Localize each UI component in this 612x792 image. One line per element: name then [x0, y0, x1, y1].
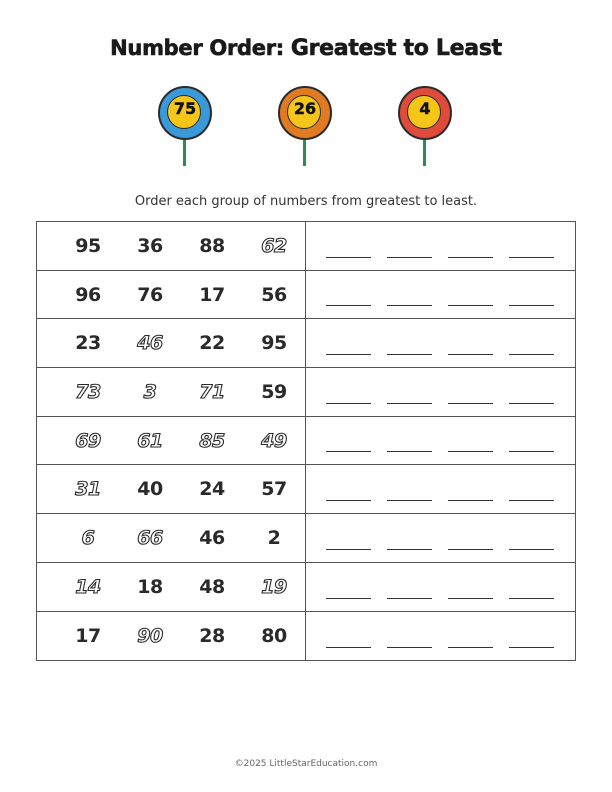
answer-blank[interactable]	[509, 598, 554, 599]
table-row	[37, 514, 575, 563]
number-value: 61	[137, 429, 163, 452]
answer-blank[interactable]	[448, 549, 493, 550]
answer-blank[interactable]	[326, 647, 371, 648]
number-value: 19	[261, 575, 287, 598]
number-value: 76	[137, 283, 163, 306]
answer-blank[interactable]	[326, 257, 371, 258]
table-row	[37, 563, 575, 612]
number-value: 3	[143, 380, 157, 403]
lollipop-3	[398, 86, 452, 166]
number-value: 62	[261, 234, 287, 257]
answer-blank[interactable]	[509, 403, 554, 404]
answer-blank[interactable]	[448, 500, 493, 501]
answer-blank[interactable]	[387, 403, 432, 404]
number-value: 69	[75, 429, 101, 452]
number-group	[37, 222, 306, 270]
number-group	[37, 465, 306, 513]
number-value: 23	[75, 332, 101, 355]
number-value: 88	[199, 234, 225, 257]
answer-blank[interactable]	[509, 451, 554, 452]
number-value: 48	[199, 575, 225, 598]
number-value: 95	[261, 332, 287, 355]
title-part-1: Number Order:	[110, 36, 291, 60]
answer-blank[interactable]	[326, 451, 371, 452]
answer-blank[interactable]	[326, 354, 371, 355]
answer-blank[interactable]	[387, 647, 432, 648]
answer-area	[306, 612, 575, 661]
answer-blank[interactable]	[387, 549, 432, 550]
number-value: 36	[137, 234, 163, 257]
table-row	[37, 319, 575, 368]
answer-blank[interactable]	[509, 354, 554, 355]
answer-blank[interactable]	[387, 451, 432, 452]
answer-blank[interactable]	[326, 500, 371, 501]
number-value: 80	[261, 624, 287, 647]
answer-area	[306, 563, 575, 611]
number-value: 90	[137, 624, 163, 647]
number-value: 46	[137, 332, 163, 355]
answer-blank[interactable]	[448, 598, 493, 599]
lollipop-number: 26	[293, 99, 317, 118]
number-value: 6	[81, 526, 95, 549]
number-value: 17	[199, 283, 225, 306]
answer-blank[interactable]	[387, 305, 432, 306]
number-value: 59	[261, 380, 287, 403]
worksheet-table	[36, 221, 576, 661]
answer-blank[interactable]	[326, 598, 371, 599]
answer-blank[interactable]	[509, 647, 554, 648]
number-value: 49	[261, 429, 287, 452]
lollipop-stick	[303, 140, 306, 166]
number-value: 31	[75, 478, 101, 501]
table-row	[37, 368, 575, 417]
title-part-2: Greatest to Least	[290, 36, 502, 61]
number-value: 28	[199, 624, 225, 647]
table-row	[37, 417, 575, 466]
lollipop-number: 75	[173, 99, 197, 118]
table-row	[37, 465, 575, 514]
table-row	[37, 222, 575, 271]
lollipop-stick	[423, 140, 426, 166]
answer-area	[306, 417, 575, 465]
number-value: 85	[199, 429, 225, 452]
answer-blank[interactable]	[448, 403, 493, 404]
answer-blank[interactable]	[387, 500, 432, 501]
number-value: 73	[75, 380, 101, 403]
answer-blank[interactable]	[509, 500, 554, 501]
table-row	[37, 612, 575, 661]
number-value: 57	[261, 478, 287, 501]
number-value: 22	[199, 332, 225, 355]
number-value: 17	[75, 624, 101, 647]
answer-blank[interactable]	[509, 257, 554, 258]
answer-blank[interactable]	[509, 549, 554, 550]
number-value: 95	[75, 234, 101, 257]
answer-blank[interactable]	[387, 598, 432, 599]
number-value: 71	[199, 380, 225, 403]
lollipop-stick	[183, 140, 186, 166]
number-group	[37, 612, 306, 661]
answer-blank[interactable]	[387, 257, 432, 258]
lollipop-1	[158, 86, 212, 166]
number-group	[37, 514, 306, 562]
number-value: 40	[137, 478, 163, 501]
answer-blank[interactable]	[326, 549, 371, 550]
table-row	[37, 271, 575, 320]
number-value: 18	[137, 575, 163, 598]
number-value: 24	[199, 478, 225, 501]
answer-area	[306, 319, 575, 367]
answer-area	[306, 271, 575, 319]
answer-area	[306, 465, 575, 513]
number-value: 14	[75, 575, 101, 598]
number-group	[37, 563, 306, 611]
answer-blank[interactable]	[448, 451, 493, 452]
answer-area	[306, 514, 575, 562]
answer-blank[interactable]	[448, 354, 493, 355]
answer-blank[interactable]	[509, 305, 554, 306]
answer-blank[interactable]	[448, 305, 493, 306]
number-value: 66	[137, 526, 163, 549]
lollipop-illustration	[0, 0, 612, 170]
answer-blank[interactable]	[326, 305, 371, 306]
answer-blank[interactable]	[387, 354, 432, 355]
lollipop-2	[278, 86, 332, 166]
lollipop-number: 4	[419, 99, 431, 118]
number-group	[37, 319, 306, 367]
number-group	[37, 368, 306, 416]
answer-blank[interactable]	[326, 403, 371, 404]
answer-blank[interactable]	[448, 257, 493, 258]
number-group	[37, 417, 306, 465]
answer-blank[interactable]	[448, 647, 493, 648]
instruction-text: Order each group of numbers from greatest to least.	[134, 194, 478, 209]
number-value: 96	[75, 283, 101, 306]
number-group	[37, 271, 306, 319]
number-value: 46	[199, 526, 225, 549]
number-value: 56	[261, 283, 287, 306]
answer-area	[306, 368, 575, 416]
number-value: 2	[267, 526, 281, 549]
answer-area	[306, 222, 575, 270]
footer-copyright: ©2025 LittleStarEducation.com	[234, 759, 378, 769]
